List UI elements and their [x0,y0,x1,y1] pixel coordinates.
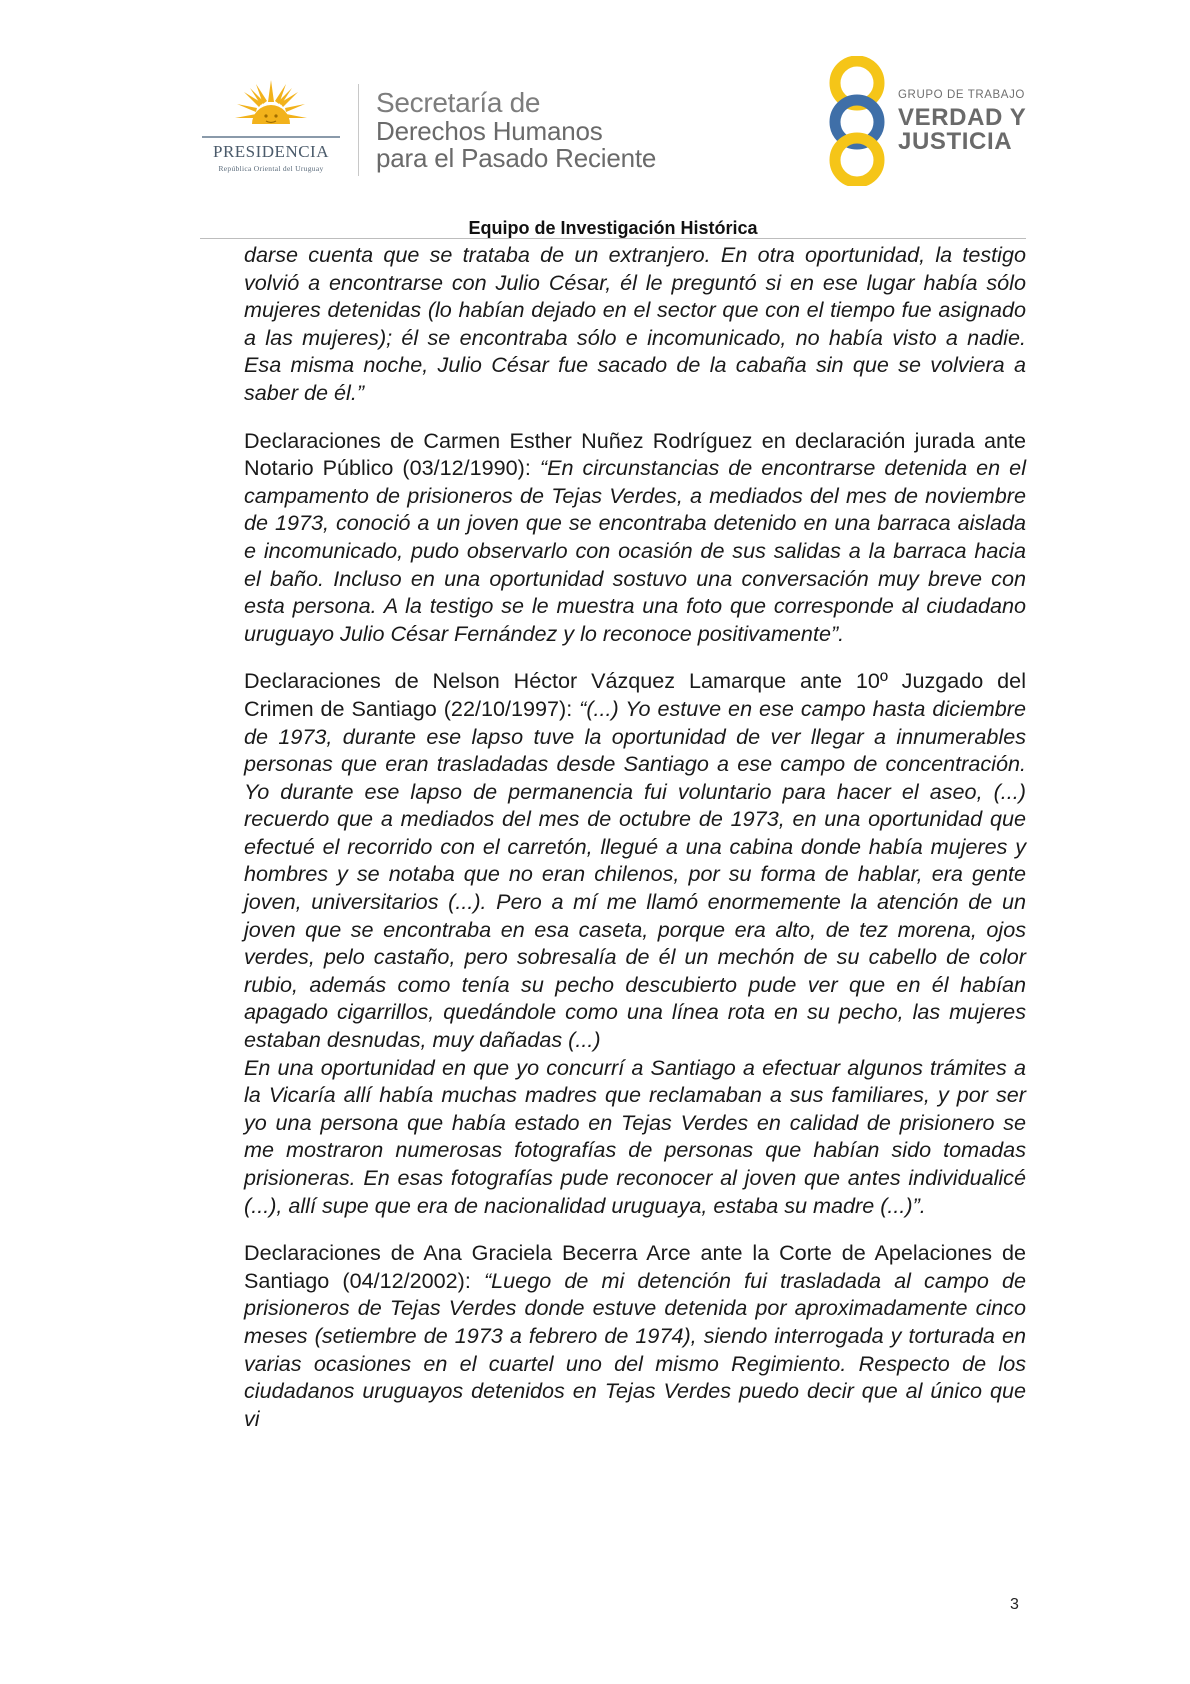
verdad-label: VERDAD Y [898,104,1027,131]
paragraph-3 [244,667,1026,1053]
declaration-lead: Declaraciones de Ana Graciela Becerra Arce ante la Corte de Apelaciones de Santiago (04/12/2002): [244,1240,1026,1293]
header-rule [200,238,1026,239]
quote-text: “Luego de mi detención fui trasladada al campo de prisioneros de Tejas Verdes donde estuve detenida por aproximadamente cinco meses (setiembre de 1973 a febrero de 1974), siendo interrogada y torturada en varias ocasiones en el cuartel uno del mismo Regimiento. Respecto de los ciudadanos uruguayos detenidos en Tejas Verdes puedo decir que al único que vi [244,1267,1026,1431]
quote-text: “En circunstancias de encontrarse detenida en el campamento de prisioneros de Tejas Verdes, a mediados del mes de noviembre de 1973, conoció a un joven que se encontraba detenido en una barraca aislada e incomunicado, pudo observarlo con ocasión de sus salidas a la barraca hacia el baño. Incluso en una oportunidad sostuvo una conversación muy breve con esta persona. A la testigo se le muestra una foto que corresponde al ciudadano uruguayo Julio César Fernández y lo reconoce positivamente”. [244,455,1026,646]
linked-rings-icon [820,56,894,186]
document-body [244,241,1026,1452]
page-number: 3 [1010,1596,1019,1613]
secretaria-line-1: Secretaría de [376,87,541,118]
quote-text: En una oportunidad en que yo concurrí a Santiago a efectuar algunos trámites a la Vicaría allí había muchas madres que reclamaban a sus familiares, y por ser yo una persona que había estado en Tejas Verdes en calidad de prisionero se me mostraron numerosas fotografías de personas que habían sido tomadas prisioneras. En esas fotografías pude reconocer al joven que antes individualicé (...), allí supe que era de nacionalidad uruguaya, estaba su madre (...)”. [244,1054,1026,1218]
sun-emblem-icon [234,78,308,136]
paragraph-5 [244,1239,1026,1432]
declaration-lead: Declaraciones de Nelson Héctor Vázquez Lamarque ante 10º Juzgado del Crimen de Santiago (22/10/1997): [244,668,1026,721]
header-divider [358,84,359,176]
presidencia-logo [196,78,346,178]
presidencia-rule [202,136,340,138]
secretaria-line-3: para el Pasado Reciente [376,143,657,173]
secretaria-line-2: Derechos Humanos [376,116,603,146]
secretaria-logo-text [376,88,716,172]
justicia-label: JUSTICIA [898,128,1013,155]
paragraph-4 [244,1054,1026,1220]
declaration-lead: Declaraciones de Carmen Esther Nuñez Rodríguez en declaración jurada ante Notario Público (03/12/1990): [244,427,1026,481]
presidencia-subtitle: República Oriental del Uruguay [218,164,324,173]
paragraph-1 [244,241,1026,407]
presidencia-title: PRESIDENCIA [212,142,329,161]
verdad-justicia-logo [820,56,1030,186]
grupo-label: GRUPO DE TRABAJO [898,89,1025,101]
paragraph-2 [244,427,1026,648]
quote-text: “(...) Yo estuve en ese campo hasta diciembre de 1973, durante ese lapso tuve la oportunidad de ver llegar a innumerables personas que eran trasladadas desde Santiago a ese campo de concentración. Yo durante ese lapso de permanencia fui voluntario para hacer el aseo, (...) recuerdo que a mediados del mes de octubre de 1973, en una oportunidad que efectué el recorrido con el carretón, llegué a una cabina donde había mujeres y hombres y se notaba que no eran chilenos, por su forma de hablar, era gente joven, universitarios (...). Pero a mí me llamó enormemente la atención de un joven que se encontraba en esa caseta, porque era alto, de tez morena, ojos verdes, pelo castaño, pero sobresalía de él un mechón de su cabello de color rubio, además como tenía su pecho descubierto pude ver que en él habían apagado cigarrillos, quedándole como una línea rota en su pecho, las mujeres estaban desnudas, muy dañadas (...) [244,695,1026,1053]
team-heading: Equipo de Investigación Histórica [468,218,758,238]
quote-text: darse cuenta que se trataba de un extranjero. En otra oportunidad, la testigo volvió a encontrarse con Julio César, él le preguntó si en ese lugar había sólo mujeres detenidas (lo habían dejado en el sector que con el tiempo fue asignado a las mujeres); él se encontraba sólo e incomunicado, no había visto a nadie. Esa misma noche, Julio César fue sacado de la cabaña sin que se volviera a saber de él.” [244,242,1026,405]
page-header [0,0,1190,240]
